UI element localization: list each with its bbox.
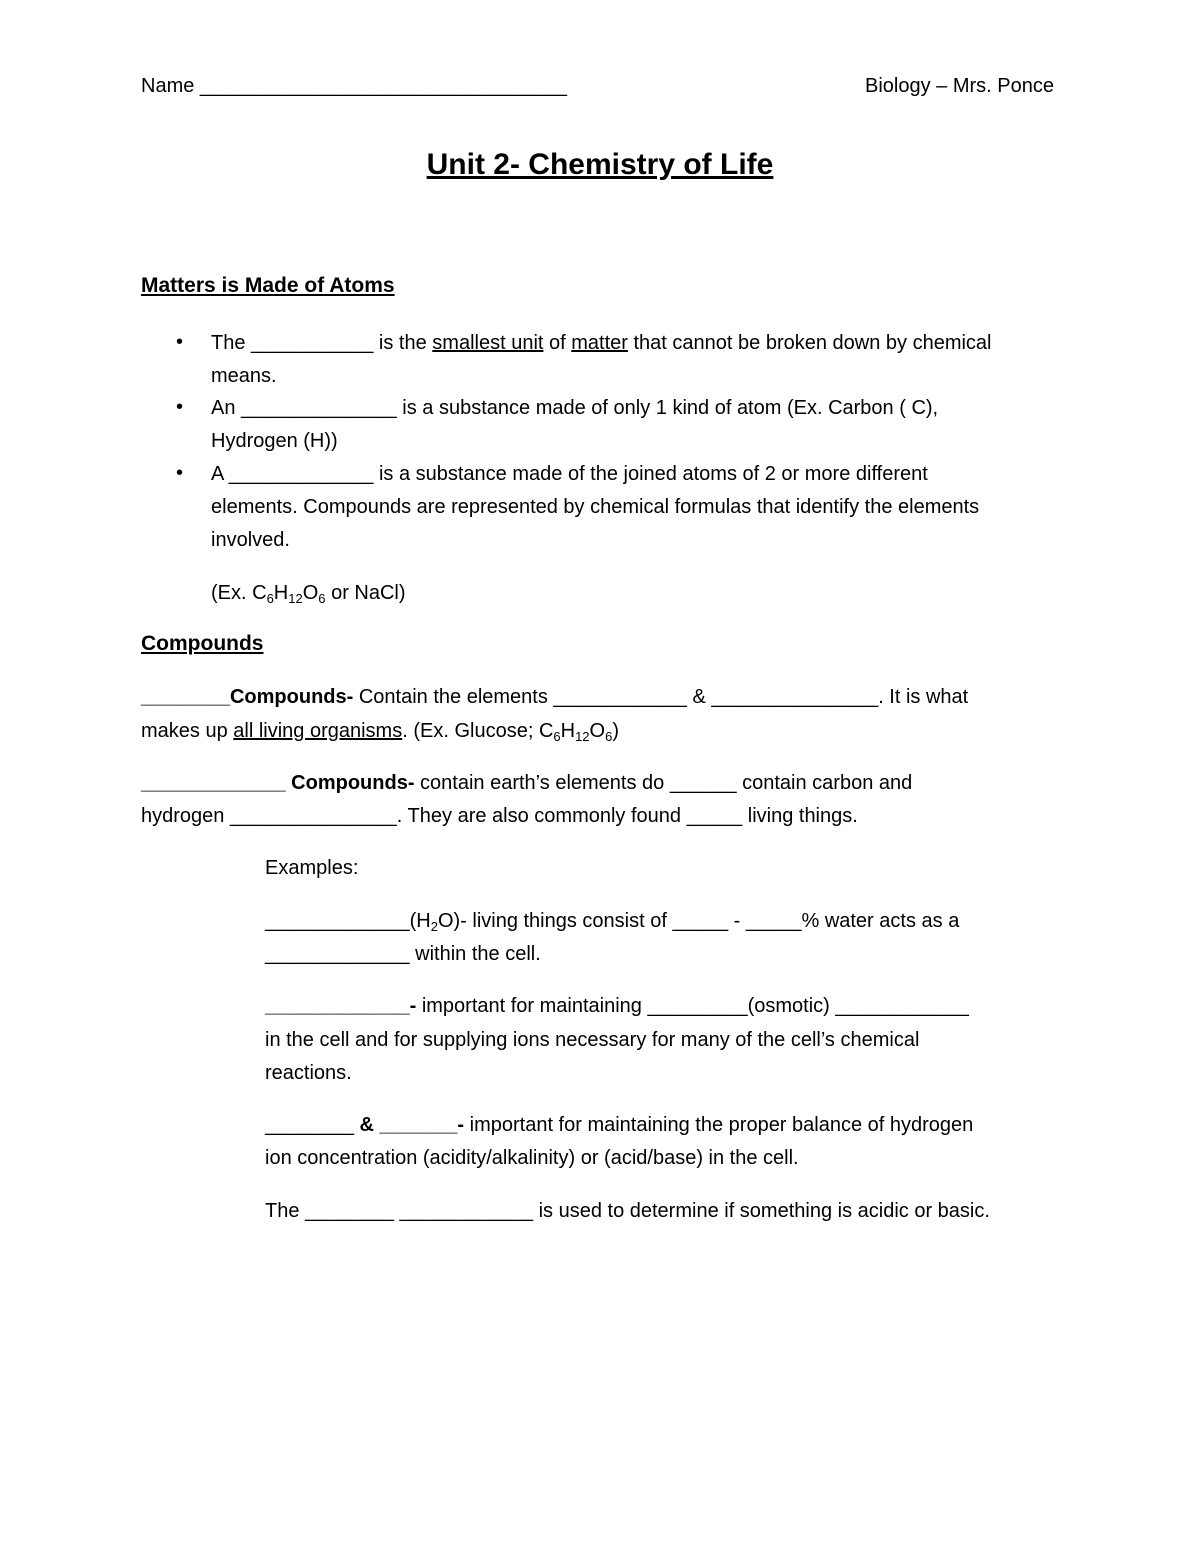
- bullet-atom-line2: means.: [211, 365, 277, 387]
- section-heading-compounds: Compounds: [141, 632, 264, 655]
- name-blank: _________________________________: [199, 75, 567, 97]
- term-label: Compounds-: [285, 772, 415, 794]
- underlined-term: smallest unit: [432, 332, 544, 354]
- salts-line1: [265, 994, 969, 1018]
- subscript: 6: [605, 729, 613, 744]
- bullet-element-line1: An ______________ is a substance made of only 1 kind of atom (Ex. Carbon ( C),: [211, 397, 939, 419]
- text: of: [543, 332, 572, 354]
- text: important for maintaining _________(osmotic) ____________: [416, 995, 969, 1017]
- inorganic-line1: [141, 771, 912, 795]
- bullet-compound-line2: elements. Compounds are represented by chemical formulas that identify the elements: [211, 496, 980, 518]
- course-label: Biology – Mrs. Ponce: [865, 75, 1054, 97]
- underlined-term: all living organisms: [233, 720, 403, 742]
- text: important for maintaining the proper balance of hydrogen: [464, 1114, 974, 1136]
- subscript: 2: [430, 919, 438, 934]
- text: Contain the elements ____________ & _______________. It is what: [353, 686, 969, 708]
- bullet-icon: •: [176, 462, 184, 484]
- acids-bases-line1: [265, 1113, 973, 1137]
- text: contain earth’s elements do ______ contain carbon and: [414, 772, 913, 794]
- organic-line2: [141, 719, 619, 743]
- blank: ________: [265, 1114, 354, 1136]
- bullet-icon: •: [176, 331, 184, 353]
- salts-line2: in the cell and for supplying ions necessary for many of the cell’s chemical: [265, 1029, 920, 1051]
- underlined-term: matter: [571, 332, 628, 354]
- bullet-icon: •: [176, 396, 184, 418]
- text: _____________(H: [265, 910, 431, 932]
- examples-label: Examples:: [265, 857, 359, 879]
- text: O: [302, 582, 319, 604]
- ampersand: &: [353, 1114, 380, 1136]
- water-line2: _____________ within the cell.: [265, 943, 541, 965]
- subscript: 12: [288, 591, 303, 606]
- text: O: [589, 720, 606, 742]
- text: H: [273, 582, 289, 604]
- text: ): [612, 720, 620, 742]
- name-label: Name: [141, 75, 195, 97]
- bullet-atom-line1: [211, 331, 992, 355]
- page-title: Unit 2- Chemistry of Life: [426, 148, 774, 181]
- acids-bases-line2: ion concentration (acidity/alkalinity) or (acid/base) in the cell.: [265, 1147, 799, 1169]
- water-line1: [265, 909, 959, 933]
- name-line: [141, 74, 567, 98]
- salts-line3: reactions.: [265, 1062, 352, 1084]
- text: that cannot be broken down by chemical: [627, 332, 992, 354]
- inorganic-line2: hydrogen _______________. They are also commonly found _____ living things.: [141, 805, 858, 827]
- text: O)- living things consist of _____ - _____% water acts as a: [437, 910, 960, 932]
- blank: ________: [141, 686, 230, 708]
- text: . (Ex. Glucose; C: [402, 720, 554, 742]
- subscript: 6: [266, 591, 274, 606]
- formula-example: [211, 581, 406, 605]
- subscript: 12: [575, 729, 590, 744]
- bullet-element-line2: Hydrogen (H)): [211, 430, 338, 452]
- term-label: Compounds-: [229, 686, 354, 708]
- section-heading-atoms: Matters is Made of Atoms: [141, 274, 395, 297]
- blank: _____________-: [265, 995, 417, 1017]
- subscript: 6: [553, 729, 561, 744]
- text: H: [560, 720, 576, 742]
- organic-line1: [141, 685, 968, 709]
- subscript: 6: [318, 591, 326, 606]
- bullet-compound-line3: involved.: [211, 529, 290, 551]
- blank: _______-: [379, 1114, 465, 1136]
- text: The ___________ is the: [211, 332, 433, 354]
- blank: _____________: [141, 772, 286, 794]
- text: makes up: [141, 720, 234, 742]
- text: or NaCl): [325, 582, 406, 604]
- bullet-compound-line1: A _____________ is a substance made of the joined atoms of 2 or more different: [211, 463, 928, 485]
- text: (Ex. C: [211, 582, 267, 604]
- ph-scale-line: The ________ ____________ is used to determine if something is acidic or basic.: [265, 1200, 990, 1222]
